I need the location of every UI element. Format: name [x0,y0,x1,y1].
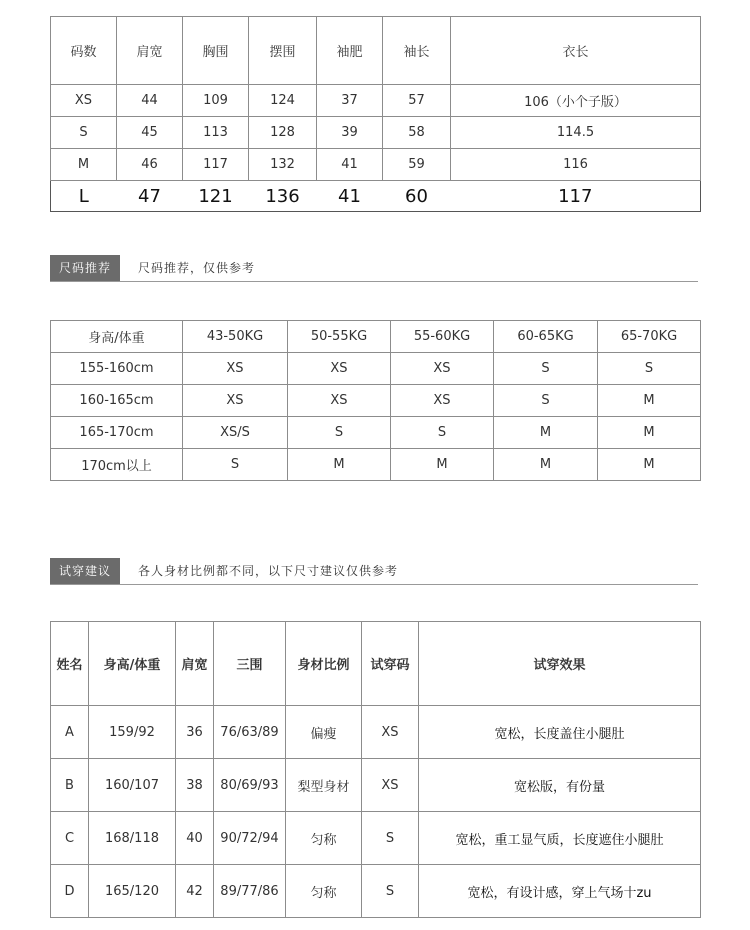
size-chart-header-cell: 袖长 [383,17,451,85]
recommend-header-row [51,321,701,353]
table-cell: 44 [117,85,183,117]
table-row [51,149,701,181]
table-cell: 57 [383,85,451,117]
section-tryon-heading [50,558,698,585]
table-cell: 41 [317,149,383,181]
table-cell: M [598,417,701,449]
table-cell: 40 [176,812,214,865]
table-cell: S [362,812,419,865]
table-cell: A [51,706,89,759]
table-row [51,449,701,481]
table-cell: 160/107 [89,759,176,812]
section-recommend-heading [50,255,698,282]
table-cell: 76/63/89 [214,706,286,759]
tryon-header-cell: 身高/体重 [89,622,176,706]
table-cell: S [183,449,288,481]
table-cell: 165/120 [89,865,176,918]
section-tag: 尺码推荐 [50,255,120,281]
table-row [51,812,701,865]
table-cell: 117 [183,149,249,181]
table-cell: S [288,417,391,449]
table-cell: 128 [249,117,317,149]
tryon-header-row [51,622,701,706]
table-cell: 宽松版，有份量 [419,759,701,812]
table-row [51,117,701,149]
recommend-header-cell: 60-65KG [494,321,598,353]
tryon-header-cell: 试穿码 [362,622,419,706]
table-cell: XS [183,353,288,385]
table-cell: XS [288,385,391,417]
table-cell: M [494,449,598,481]
section-note: 尺码推荐，仅供参考 [138,261,256,275]
recommend-header-cell: 55-60KG [391,321,494,353]
table-cell: XS [391,353,494,385]
table-cell: 89/77/86 [214,865,286,918]
table-cell: M [51,149,117,181]
table-cell: XS [391,385,494,417]
tryon-table [50,621,701,918]
tryon-header-cell: 身材比例 [286,622,362,706]
table-row [51,417,701,449]
table-row [51,85,701,117]
table-cell: M [598,449,701,481]
table-cell: 42 [176,865,214,918]
table-cell: S [598,353,701,385]
section-tag: 试穿建议 [50,558,120,584]
table-cell: 132 [249,149,317,181]
table-cell: 90/72/94 [214,812,286,865]
table-cell: 匀称 [286,812,362,865]
table-cell: 124 [249,85,317,117]
size-chart-header-cell: 摆围 [249,17,317,85]
table-cell: 41 [317,181,383,212]
tryon-header-cell: 试穿效果 [419,622,701,706]
size-chart-table [50,16,701,212]
tryon-header-cell: 三围 [214,622,286,706]
table-cell: 47 [117,181,183,212]
table-cell: 155-160cm [51,353,183,385]
table-cell: 80/69/93 [214,759,286,812]
table-cell: 160-165cm [51,385,183,417]
table-cell: 113 [183,117,249,149]
table-row [51,759,701,812]
size-chart-header-row [51,17,701,85]
table-cell: 梨型身材 [286,759,362,812]
recommend-header-cell: 身高/体重 [51,321,183,353]
table-cell: S [391,417,494,449]
table-cell: 168/118 [89,812,176,865]
table-cell: S [362,865,419,918]
table-cell: B [51,759,89,812]
table-cell: 45 [117,117,183,149]
tryon-header-cell: 肩宽 [176,622,214,706]
table-cell: 170cm以上 [51,449,183,481]
table-cell: 58 [383,117,451,149]
size-chart-header-cell: 胸围 [183,17,249,85]
table-cell: XS/S [183,417,288,449]
table-cell: XS [183,385,288,417]
table-cell: 37 [317,85,383,117]
table-cell: 109 [183,85,249,117]
table-cell: S [494,353,598,385]
section-note: 各人身材比例都不同，以下尺寸建议仅供参考 [138,564,399,578]
table-cell: 宽松，有设计感，穿上气场十zu [419,865,701,918]
table-cell: 106（小个子版） [451,85,701,117]
tryon-header-cell: 姓名 [51,622,89,706]
table-cell: 165-170cm [51,417,183,449]
table-cell: S [51,117,117,149]
table-row [51,385,701,417]
table-cell: 宽松，长度盖住小腿肚 [419,706,701,759]
table-cell: 偏瘦 [286,706,362,759]
size-chart-header-cell: 码数 [51,17,117,85]
table-cell: 114.5 [451,117,701,149]
table-cell: 116 [451,149,701,181]
size-chart-header-cell: 衣长 [451,17,701,85]
recommend-header-cell: 43-50KG [183,321,288,353]
table-row [51,353,701,385]
table-cell: 46 [117,149,183,181]
size-chart-header-cell: 肩宽 [117,17,183,85]
table-cell: M [288,449,391,481]
table-cell: C [51,812,89,865]
table-cell: 宽松，重工显气质，长度遮住小腿肚 [419,812,701,865]
table-cell: 38 [176,759,214,812]
table-cell: M [494,417,598,449]
size-chart-header-cell: 袖肥 [317,17,383,85]
table-cell: XS [288,353,391,385]
recommend-header-cell: 65-70KG [598,321,701,353]
table-cell: 36 [176,706,214,759]
table-cell: L [51,181,117,212]
table-cell: 159/92 [89,706,176,759]
size-chart-extra-row [51,181,701,212]
table-cell: D [51,865,89,918]
table-cell: 117 [451,181,701,212]
table-cell: 121 [183,181,249,212]
table-cell: XS [362,706,419,759]
table-cell: 匀称 [286,865,362,918]
table-cell: 136 [249,181,317,212]
table-cell: 39 [317,117,383,149]
size-recommend-table [50,320,701,481]
table-row [51,865,701,918]
recommend-header-cell: 50-55KG [288,321,391,353]
table-cell: XS [51,85,117,117]
table-row [51,706,701,759]
table-cell: 59 [383,149,451,181]
table-cell: M [391,449,494,481]
table-cell: M [598,385,701,417]
table-cell: 60 [383,181,451,212]
table-cell: S [494,385,598,417]
table-cell: XS [362,759,419,812]
